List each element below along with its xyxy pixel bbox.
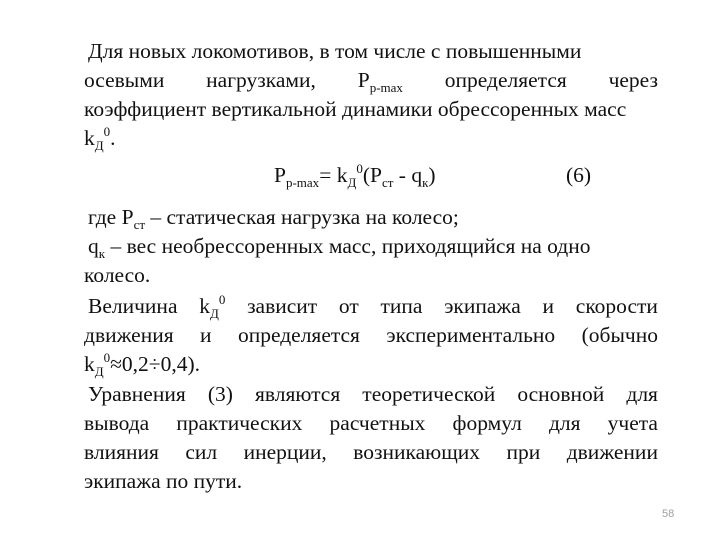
paragraph2-line2: движения и определяется экспериментально (обычно [84,323,658,347]
formula-6: $P_{р-max}= k_Д^0(P_{ст} - q_к)$ [274,161,436,190]
paragraph1-line4: $k_Д^0$. [84,124,116,153]
p-max-symbol: $P_{р-max}$ [357,68,403,95]
paragraph3-line2: вывода практических расчетных формул для учета [84,411,658,435]
where-line1: где $P_{ст}$ – статическая нагрузка на колесо; [88,205,459,232]
equation-number: (6) [566,163,592,187]
paragraph2-line3: $k_Д^0\approx 0,2\div 0,4$). [84,350,201,379]
paragraph3-line3: влияния сил инерции, возникающих при движении [84,440,658,464]
paragraph2-line1: Величина $k_Д^0$ зависит от типа экипажа и скорости [88,292,658,321]
paragraph3-line4: экипажа по пути. [84,469,243,493]
paragraph1-line1: Для новых локомотивов, в том числе с повышенными [88,39,582,63]
where-line2: $q_к$ – вес необрессоренных масс, приходящийся на одно [88,234,591,261]
paragraph1-line3: коэффициент вертикальной динамики обрессоренных масс [84,97,627,121]
page-number: 58 [662,508,675,520]
k-d-symbol: $k_Д^0$ [199,292,226,321]
paragraph3-line1: Уравнения (3) являются теоретической основной для [88,382,658,406]
where-line3: колесо. [84,263,151,287]
paragraph1-line2: осевыми нагрузками, $P_{р-max}$ определяется через [84,68,658,95]
